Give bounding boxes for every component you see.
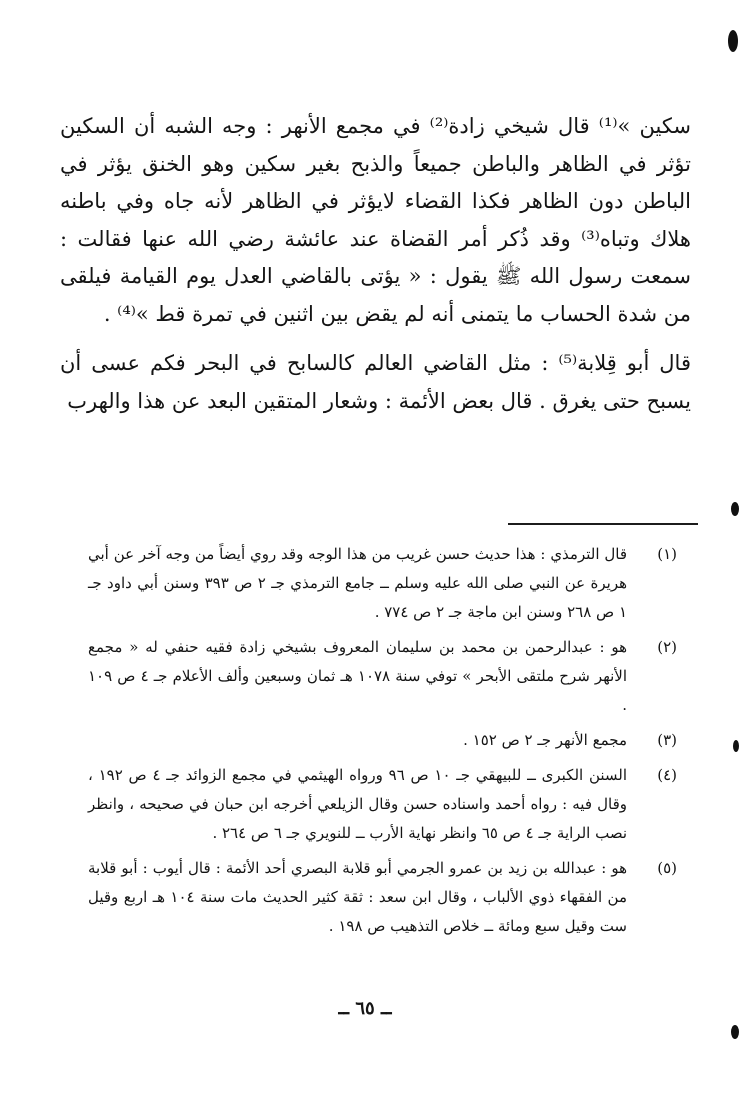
scan-mark — [731, 1025, 739, 1039]
scan-mark — [733, 740, 739, 752]
footnote — [88, 761, 677, 848]
footnote-number: (٣) — [657, 731, 677, 749]
scan-mark — [731, 502, 739, 516]
footnotes — [88, 540, 677, 947]
footnote — [88, 540, 677, 627]
footnote-number: (٤) — [657, 766, 677, 784]
main-paragraph: قال أبو قِلابة⁽⁵⁾ : مثل القاضي العالم كالسابح في البحر فكم عسى أن يسبح حتى يغرق . قال بعض الأئمة : وشعار المتقين البعد عن هذا والهرب — [60, 351, 691, 413]
footnote-text: مجمع الأنهر جـ ٢ ص ١٥٢ . — [463, 731, 627, 749]
footnote — [88, 854, 677, 941]
scan-mark — [728, 30, 738, 52]
footnote-number: (١) — [657, 545, 677, 563]
footnote-text: هو : عبدالرحمن بن محمد بن سليمان المعروف بشيخي زادة فقيه حنفي له « مجمع الأنهر شرح ملتقى الأبحر » توفي سنة ١٠٧٨ هـ ثمان وسبعين وألف الأعلام جـ ٤ ص ١٠٩ . — [88, 638, 628, 714]
footnote — [88, 633, 677, 720]
footnote-text: هو : عبدالله بن زيد بن عمرو الجرمي أبو قلابة البصري أحد الأئمة : قال أيوب : أبو قلابة من الفقهاء ذوي الألباب ، وقال ابن سعد : ثقة كثير الحديث مات سنة ١٠٤ هـ اربع وقيل ست وقيل سبع ومائة ــ خلاص التذهيب ص ١٩٨ . — [88, 859, 627, 935]
footnote-text: السنن الكبرى ــ للبيهقي جـ ١٠ ص ٩٦ ورواه الهيثمي في مجمع الزوائد جـ ٤ ص ١٩٢ ، وقال فيه : رواه أحمد واسناده حسن وقال الزيلعي أخرجه ابن حبان في صحيحه ، وانظر نصب الراية جـ ٤ ص ٦٥ وانظر نهاية الأرب ــ للنويري جـ ٦ ص ٢٦٤ . — [88, 766, 628, 842]
footnote-number: (٢) — [657, 638, 677, 656]
footnote-number: (٥) — [657, 859, 677, 877]
footnote-text: قال الترمذي : هذا حديث حسن غريب من هذا الوجه وقد روي أيضاً من وجه آخر عن أبي هريرة عن النبي صلى الله عليه وسلم ــ جامع الترمذي جـ ٢ ص ٣٩٣ وسنن أبي داود جـ ١ ص ٢٦٨ وسنن ابن ماجة جـ ٢ ص ٧٧٤ . — [88, 545, 628, 621]
main-text — [60, 108, 691, 420]
page-number: ــ ٦٥ ــ — [338, 998, 392, 1019]
main-paragraph: سكين »⁽¹⁾ قال شيخي زادة⁽²⁾ في مجمع الأنهر : وجه الشبه أن السكين تؤثر في الظاهر والباطن جميعاً والذبح بغير سكين وهو الخنق يؤثر في الباطن دون الظاهر فكذا القضاء لايؤثر في الظاهر لأنه جاه وفي باطنه هلاك وتباه⁽³⁾ وقد ذُكر أمر القضاة عند عائشة رضي الله عنها فقالت : سمعت رسول الله ﷺ يقول : « يؤتى بالقاضي العدل يوم القيامة فيلقى من شدة الحساب ما يتمنى أنه لم يقض بين اثنين في تمرة قط »⁽⁴⁾ . — [60, 114, 692, 326]
footnote — [88, 726, 677, 755]
footnote-separator — [508, 523, 698, 525]
